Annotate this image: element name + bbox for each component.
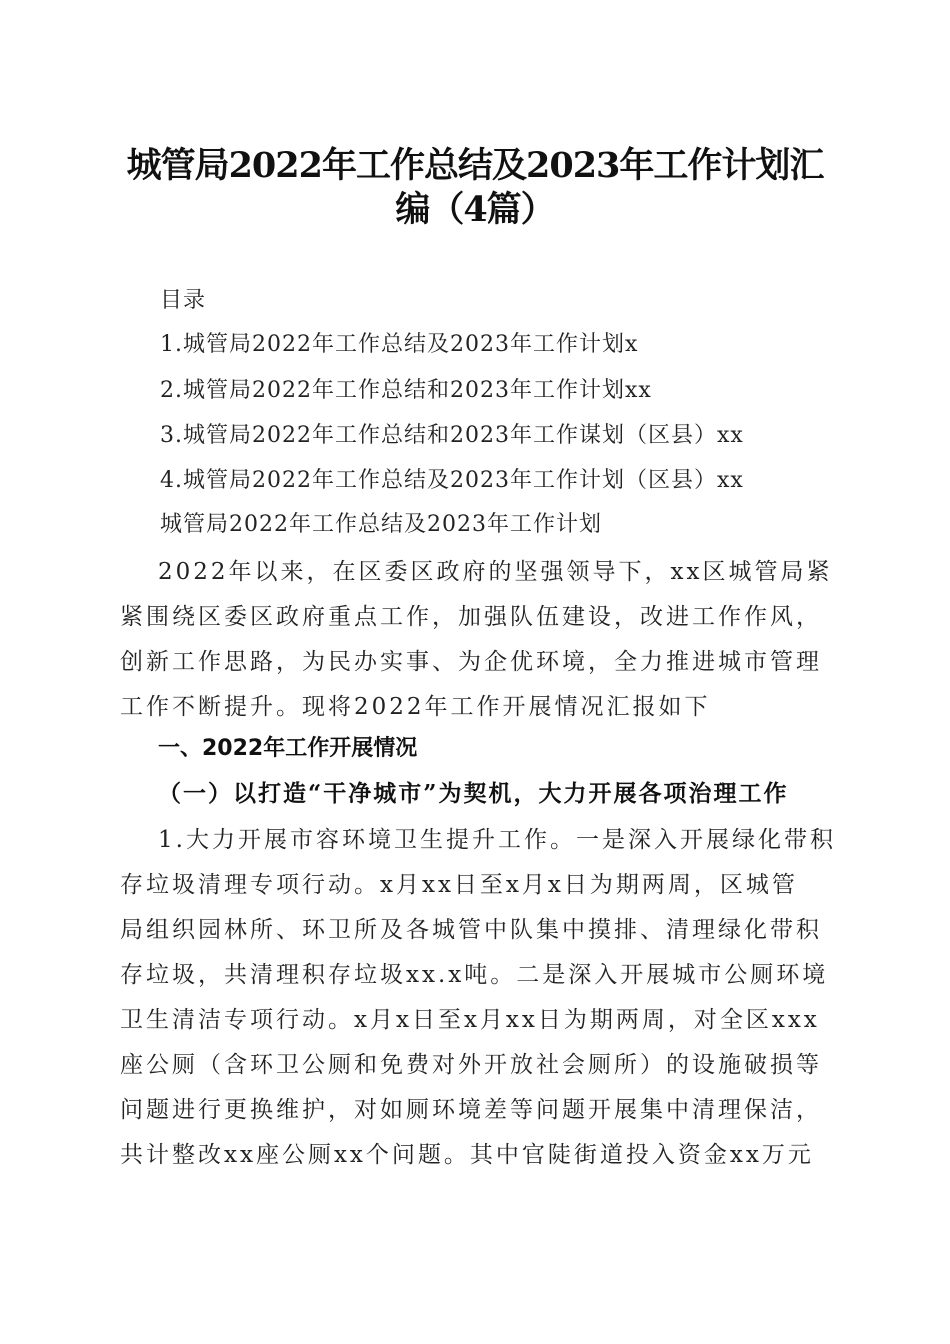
intro-line-2: 紧围绕区委区政府重点工作，加强队伍建设，改进工作作风， [120,604,822,630]
toc-item-2[interactable]: 2.城管局2022年工作总结和2023年工作计划xx [160,378,652,403]
para1-line-3: 局组织园林所、环卫所及各城管中队集中摸排、清理绿化带积 [120,917,822,943]
para1-line-1: 1.大力开展市容环境卫生提升工作。一是深入开展绿化带积 [158,827,836,853]
para1-line-5: 卫生清洁专项行动。x月x日至x月xx日为期两周，对全区xxx [120,1007,820,1033]
para1-line-6: 座公厕（含环卫公厕和免费对外开放社会厕所）的设施破损等 [120,1052,822,1078]
intro-line-1: 2022年以来，在区委区政府的坚强领导下，xx区城管局紧 [158,559,833,585]
document-title-line-2: 编（4篇） [395,189,555,230]
toc-item-1[interactable]: 1.城管局2022年工作总结及2023年工作计划x [160,332,639,357]
section-1-heading: 一、2022年工作开展情况 [158,736,418,761]
para1-line-7: 问题进行更换维护，对如厕环境差等问题开展集中清理保洁， [120,1097,822,1123]
toc-heading: 目录 [160,288,207,313]
subsection-1-heading: （一）以打造“干净城市”为契机，大力开展各项治理工作 [158,780,789,807]
para1-line-2: 存垃圾清理专项行动。x月xx日至x月x日为期两周，区城管 [120,872,798,898]
toc-item-3[interactable]: 3.城管局2022年工作总结和2023年工作谋划（区县）xx [160,423,744,448]
toc-item-4[interactable]: 4.城管局2022年工作总结及2023年工作计划（区县）xx [160,468,744,493]
para1-line-4: 存垃圾，共清理积存垃圾xx.x吨。二是深入开展城市公厕环境 [120,962,829,988]
document-title-line-1: 城管局2022年工作总结及2023年工作计划汇 [126,145,824,186]
para1-line-8: 共计整改xx座公厕xx个问题。其中官陡街道投入资金xx万元 [120,1142,814,1168]
intro-line-4: 工作不断提升。现将2022年工作开展情况汇报如下 [120,694,711,720]
article-subtitle: 城管局2022年工作总结及2023年工作计划 [160,512,602,537]
intro-line-3: 创新工作思路，为民办实事、为企优环境，全力推进城市管理 [120,649,822,675]
